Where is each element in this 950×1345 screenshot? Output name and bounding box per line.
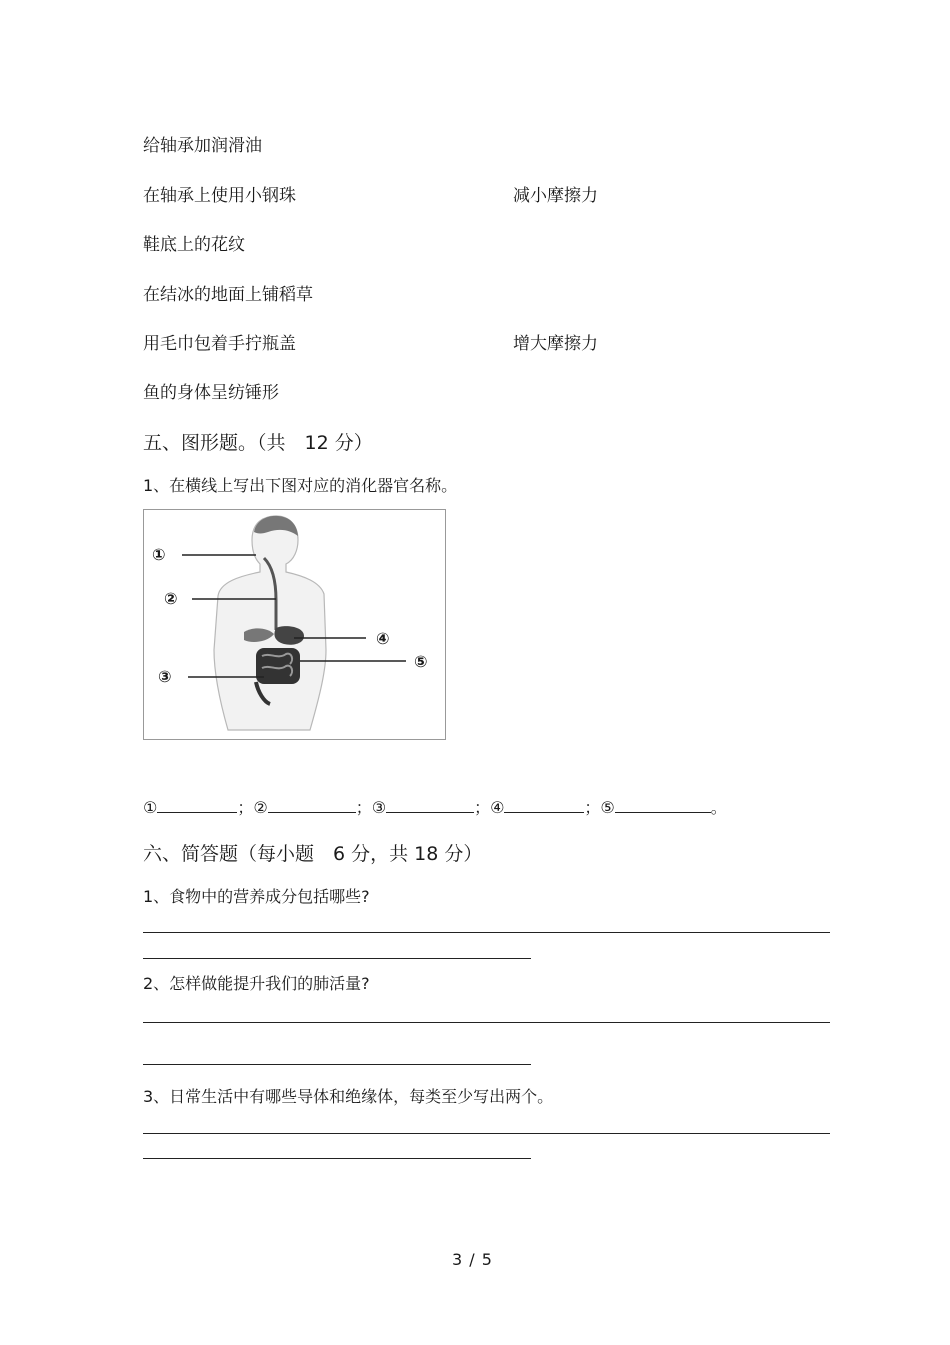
answer-line-3a[interactable]: [143, 1133, 830, 1134]
friction-item-6: 鱼的身体呈纺锤形: [143, 383, 279, 403]
figure-label-3: ③: [158, 667, 172, 686]
answer-line-1a[interactable]: [143, 932, 830, 933]
friction-item-5: 用毛巾包着手拧瓶盖: [143, 334, 296, 354]
friction-item-3: 鞋底上的花纹: [143, 235, 245, 255]
answer-blank-2[interactable]: [268, 798, 356, 813]
figure-label-2: ②: [164, 589, 178, 608]
figure-label-1: ①: [152, 545, 166, 564]
target-reduce-friction: 减小摩擦力: [513, 186, 598, 206]
section5-question-1: 1、在横线上写出下图对应的消化器官名称。: [143, 476, 458, 495]
section6-question-3: 3、日常生活中有哪些导体和绝缘体，每类至少写出两个。: [143, 1087, 554, 1106]
answer-end-mark: 。: [710, 798, 727, 817]
section6-question-1: 1、食物中的营养成分包括哪些?: [143, 887, 370, 906]
answer-line-2a[interactable]: [143, 1022, 830, 1023]
section6-question-2: 2、怎样做能提升我们的肺活量?: [143, 974, 370, 993]
answer-mark-3: ；③: [355, 798, 387, 817]
section6-title: 六、简答题（每小题 6 分，共 18 分）: [143, 843, 483, 865]
figure-label-5: ⑤: [414, 652, 428, 671]
answer-blank-1[interactable]: [157, 798, 237, 813]
answer-mark-5: ；⑤: [584, 798, 615, 817]
answer-line-2b[interactable]: [143, 1064, 531, 1065]
digestive-system-diagram: [144, 510, 445, 739]
answer-mark-1: ①: [143, 798, 158, 817]
answer-blanks: [143, 795, 727, 818]
answer-blank-5[interactable]: [615, 798, 711, 813]
figure-label-4: ④: [376, 629, 390, 648]
section5-title: 五、图形题。（共 12 分）: [143, 432, 373, 454]
answer-line-3b[interactable]: [143, 1158, 531, 1159]
answer-mark-4: ；④: [474, 798, 505, 817]
friction-item-1: 给轴承加润滑油: [143, 136, 262, 156]
friction-item-4: 在结冰的地面上铺稻草: [143, 285, 313, 305]
answer-mark-2: ；②: [237, 798, 268, 817]
answer-blank-4[interactable]: [504, 798, 584, 813]
answer-blank-3[interactable]: [386, 798, 474, 813]
answer-line-1b[interactable]: [143, 958, 531, 959]
target-increase-friction: 增大摩擦力: [513, 334, 598, 354]
page-number: 3 / 5: [452, 1250, 493, 1269]
friction-item-2: 在轴承上使用小钢珠: [143, 186, 296, 206]
digestive-system-figure: [143, 509, 446, 740]
